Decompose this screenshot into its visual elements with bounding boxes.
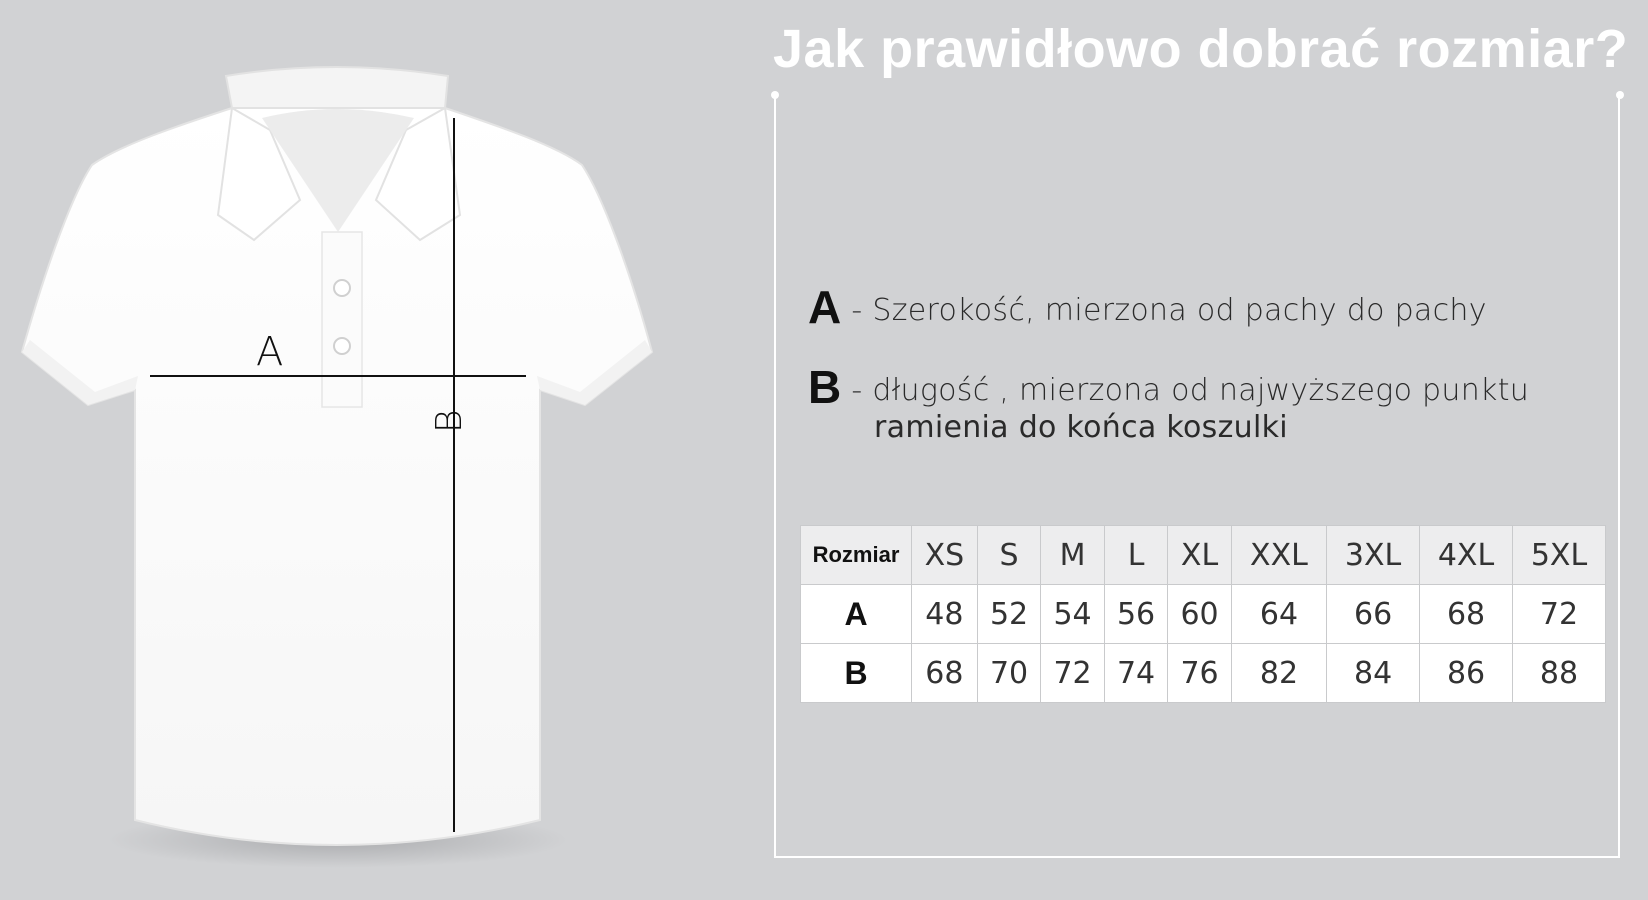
table-cell: 76	[1168, 644, 1232, 703]
definition-a-key: A	[808, 281, 842, 333]
frame-dot-right	[1616, 91, 1624, 99]
table-cell: 52	[977, 585, 1041, 644]
size-header: S	[977, 526, 1041, 585]
table-cell: 60	[1168, 585, 1232, 644]
table-row	[801, 644, 1606, 703]
size-header: XS	[912, 526, 978, 585]
row-label: B	[801, 644, 912, 703]
definition-b-key: B	[808, 361, 842, 413]
definition-b	[808, 360, 1529, 414]
shirt-diagram	[0, 0, 700, 900]
size-header: 5XL	[1513, 526, 1606, 585]
table-cell: 66	[1327, 585, 1420, 644]
content-frame	[774, 94, 1620, 858]
row-label: A	[801, 585, 912, 644]
label-b: B	[429, 409, 470, 433]
table-row	[801, 585, 1606, 644]
table-cell: 68	[912, 644, 978, 703]
table-cell: 54	[1041, 585, 1105, 644]
size-header: L	[1104, 526, 1168, 585]
polo-shirt-illustration	[0, 0, 700, 900]
size-table	[800, 525, 1606, 703]
table-cell: 82	[1231, 644, 1326, 703]
header-label: Rozmiar	[801, 526, 912, 585]
page-title: Jak prawidłowo dobrać rozmiar?	[773, 19, 1629, 79]
size-header: XXL	[1231, 526, 1326, 585]
table-cell: 86	[1420, 644, 1513, 703]
size-header: XL	[1168, 526, 1232, 585]
size-header: M	[1041, 526, 1105, 585]
label-a: A	[256, 329, 284, 375]
table-cell: 70	[977, 644, 1041, 703]
size-header: 3XL	[1327, 526, 1420, 585]
definition-b-text-line2: ramienia do końca koszulki	[874, 410, 1288, 445]
table-cell: 64	[1231, 585, 1326, 644]
table-cell: 84	[1327, 644, 1420, 703]
definition-a	[808, 280, 1487, 334]
size-table-header-row	[801, 526, 1606, 585]
table-cell: 72	[1513, 585, 1606, 644]
definition-a-text: - Szerokość, mierzona od pachy do pachy	[851, 293, 1487, 328]
table-cell: 68	[1420, 585, 1513, 644]
table-cell: 56	[1104, 585, 1168, 644]
table-cell: 48	[912, 585, 978, 644]
size-header: 4XL	[1420, 526, 1513, 585]
table-cell: 74	[1104, 644, 1168, 703]
table-cell: 72	[1041, 644, 1105, 703]
table-cell: 88	[1513, 644, 1606, 703]
frame-dot-left	[771, 91, 779, 99]
definition-b-text: - długość , mierzona od najwyższego punktu	[851, 373, 1530, 408]
